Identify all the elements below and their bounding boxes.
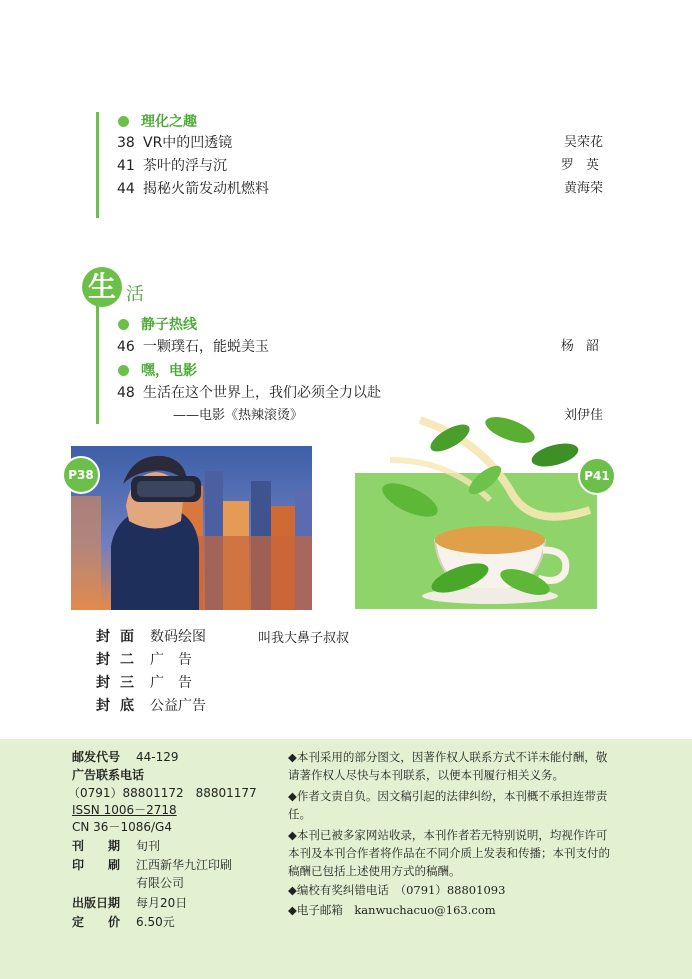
cover-value: 公益广告: [150, 698, 206, 714]
section-heading: [118, 111, 197, 131]
date-label: 出版日期: [72, 896, 121, 910]
postal-label: 邮发代号: [72, 750, 121, 764]
period-value: 旬刊: [136, 839, 161, 853]
print-value-line2: 有限公司: [136, 876, 185, 890]
bullet-icon: [118, 116, 129, 127]
toc-author: 刘伊佳: [563, 408, 603, 423]
cover-label: 封三: [96, 675, 144, 691]
bullet-icon: [118, 319, 129, 330]
issn: ISSN 1006－2718: [72, 803, 177, 817]
toc-item[interactable]: 46 一颗璞石，能蜕美玉 杨 韶: [117, 339, 603, 355]
section-heading: [118, 360, 197, 380]
page-badge: P41: [578, 457, 616, 495]
page-badge: P38: [62, 456, 100, 494]
period-label: 刊 期: [72, 839, 121, 853]
cover-value: 广 告: [150, 675, 192, 691]
notice-online: ◆本刊已被多家网站收录，本刊作者若无特别说明，均视作许可本刊及本刊合作者将作品在不同介质上发表和传播；本刊支付的稿酬已包括上述使用方式的稿酬。: [288, 828, 610, 878]
section-heading: [118, 314, 197, 334]
bullet-icon: [118, 365, 129, 376]
section-title: 理化之趣: [141, 114, 197, 130]
postal-value: 44-129: [136, 750, 179, 764]
toc-title: VR中的凹透镜: [143, 135, 233, 151]
cover-value: 广 告: [150, 652, 192, 668]
notice-responsibility: ◆作者文责自负。因文稿引起的法律纠纷，本刊概不承担连带责任。: [288, 789, 608, 821]
toc-item[interactable]: 38 VR中的凹透镜 吴荣花: [117, 135, 603, 151]
toc-item[interactable]: 41 茶叶的浮与沉 罗 英: [117, 158, 603, 174]
ad-phone-label: 广告联系电话: [72, 768, 145, 782]
tea-cup-illustration: [360, 400, 610, 610]
error-hotline: ◆编校有奖纠错电话 （0791）88801093: [288, 883, 506, 897]
print-label: 印 刷: [72, 858, 121, 872]
section-title: 嘿，电影: [141, 363, 197, 379]
toc-item[interactable]: 48 生活在这个世界上，我们必须全力以赴: [117, 385, 381, 401]
toc-title: 茶叶的浮与沉: [143, 158, 227, 174]
cover-label: 封底: [96, 698, 144, 714]
date-value: 每月20日: [136, 896, 188, 910]
section-divider-line: [96, 306, 99, 424]
cover-label: 封二: [96, 652, 144, 668]
toc-subtitle: ——电影《热辣滚烫》: [173, 408, 304, 423]
toc-title: 揭秘火箭发动机燃料: [143, 181, 269, 197]
cover-label: 封面: [96, 629, 144, 645]
cn-number: CN 36－1086/G4: [72, 820, 172, 834]
toc-author: 黄海荣: [563, 181, 603, 196]
vr-illustration: [71, 446, 312, 610]
footer-panel: [0, 739, 692, 979]
toc-title: 一颗璞石，能蜕美玉: [143, 339, 269, 355]
section-big-title-rest: 活: [126, 284, 144, 305]
toc-author: 罗 英: [560, 158, 603, 173]
section-big-char: 生: [82, 267, 122, 307]
notice-copyright: ◆本刊采用的部分图文，因著作权人联系方式不详未能付酬，敬请著作权人尽快与本刊联系，以便本刊履行相关义务。: [288, 750, 608, 782]
cover-artist: 叫我大鼻子叔叔: [258, 631, 350, 646]
price-value: 6.50元: [136, 915, 175, 929]
ad-phone-value: （0791）88801172 88801177: [68, 786, 257, 800]
toc-author: 吴荣花: [563, 135, 603, 150]
price-label: 定 价: [72, 915, 121, 929]
cover-value: 数码绘图: [150, 629, 206, 645]
toc-author: 杨 韶: [560, 339, 603, 354]
section-divider-line: [96, 112, 99, 218]
email-line[interactable]: ◆电子邮箱 kanwuchacuo@163.com: [288, 903, 496, 917]
toc-item[interactable]: 44 揭秘火箭发动机燃料 黄海荣: [117, 181, 603, 197]
print-value: 江西新华九江印刷: [136, 858, 233, 872]
toc-title: 生活在这个世界上，我们必须全力以赴: [143, 385, 381, 401]
section-title: 静子热线: [141, 317, 197, 333]
